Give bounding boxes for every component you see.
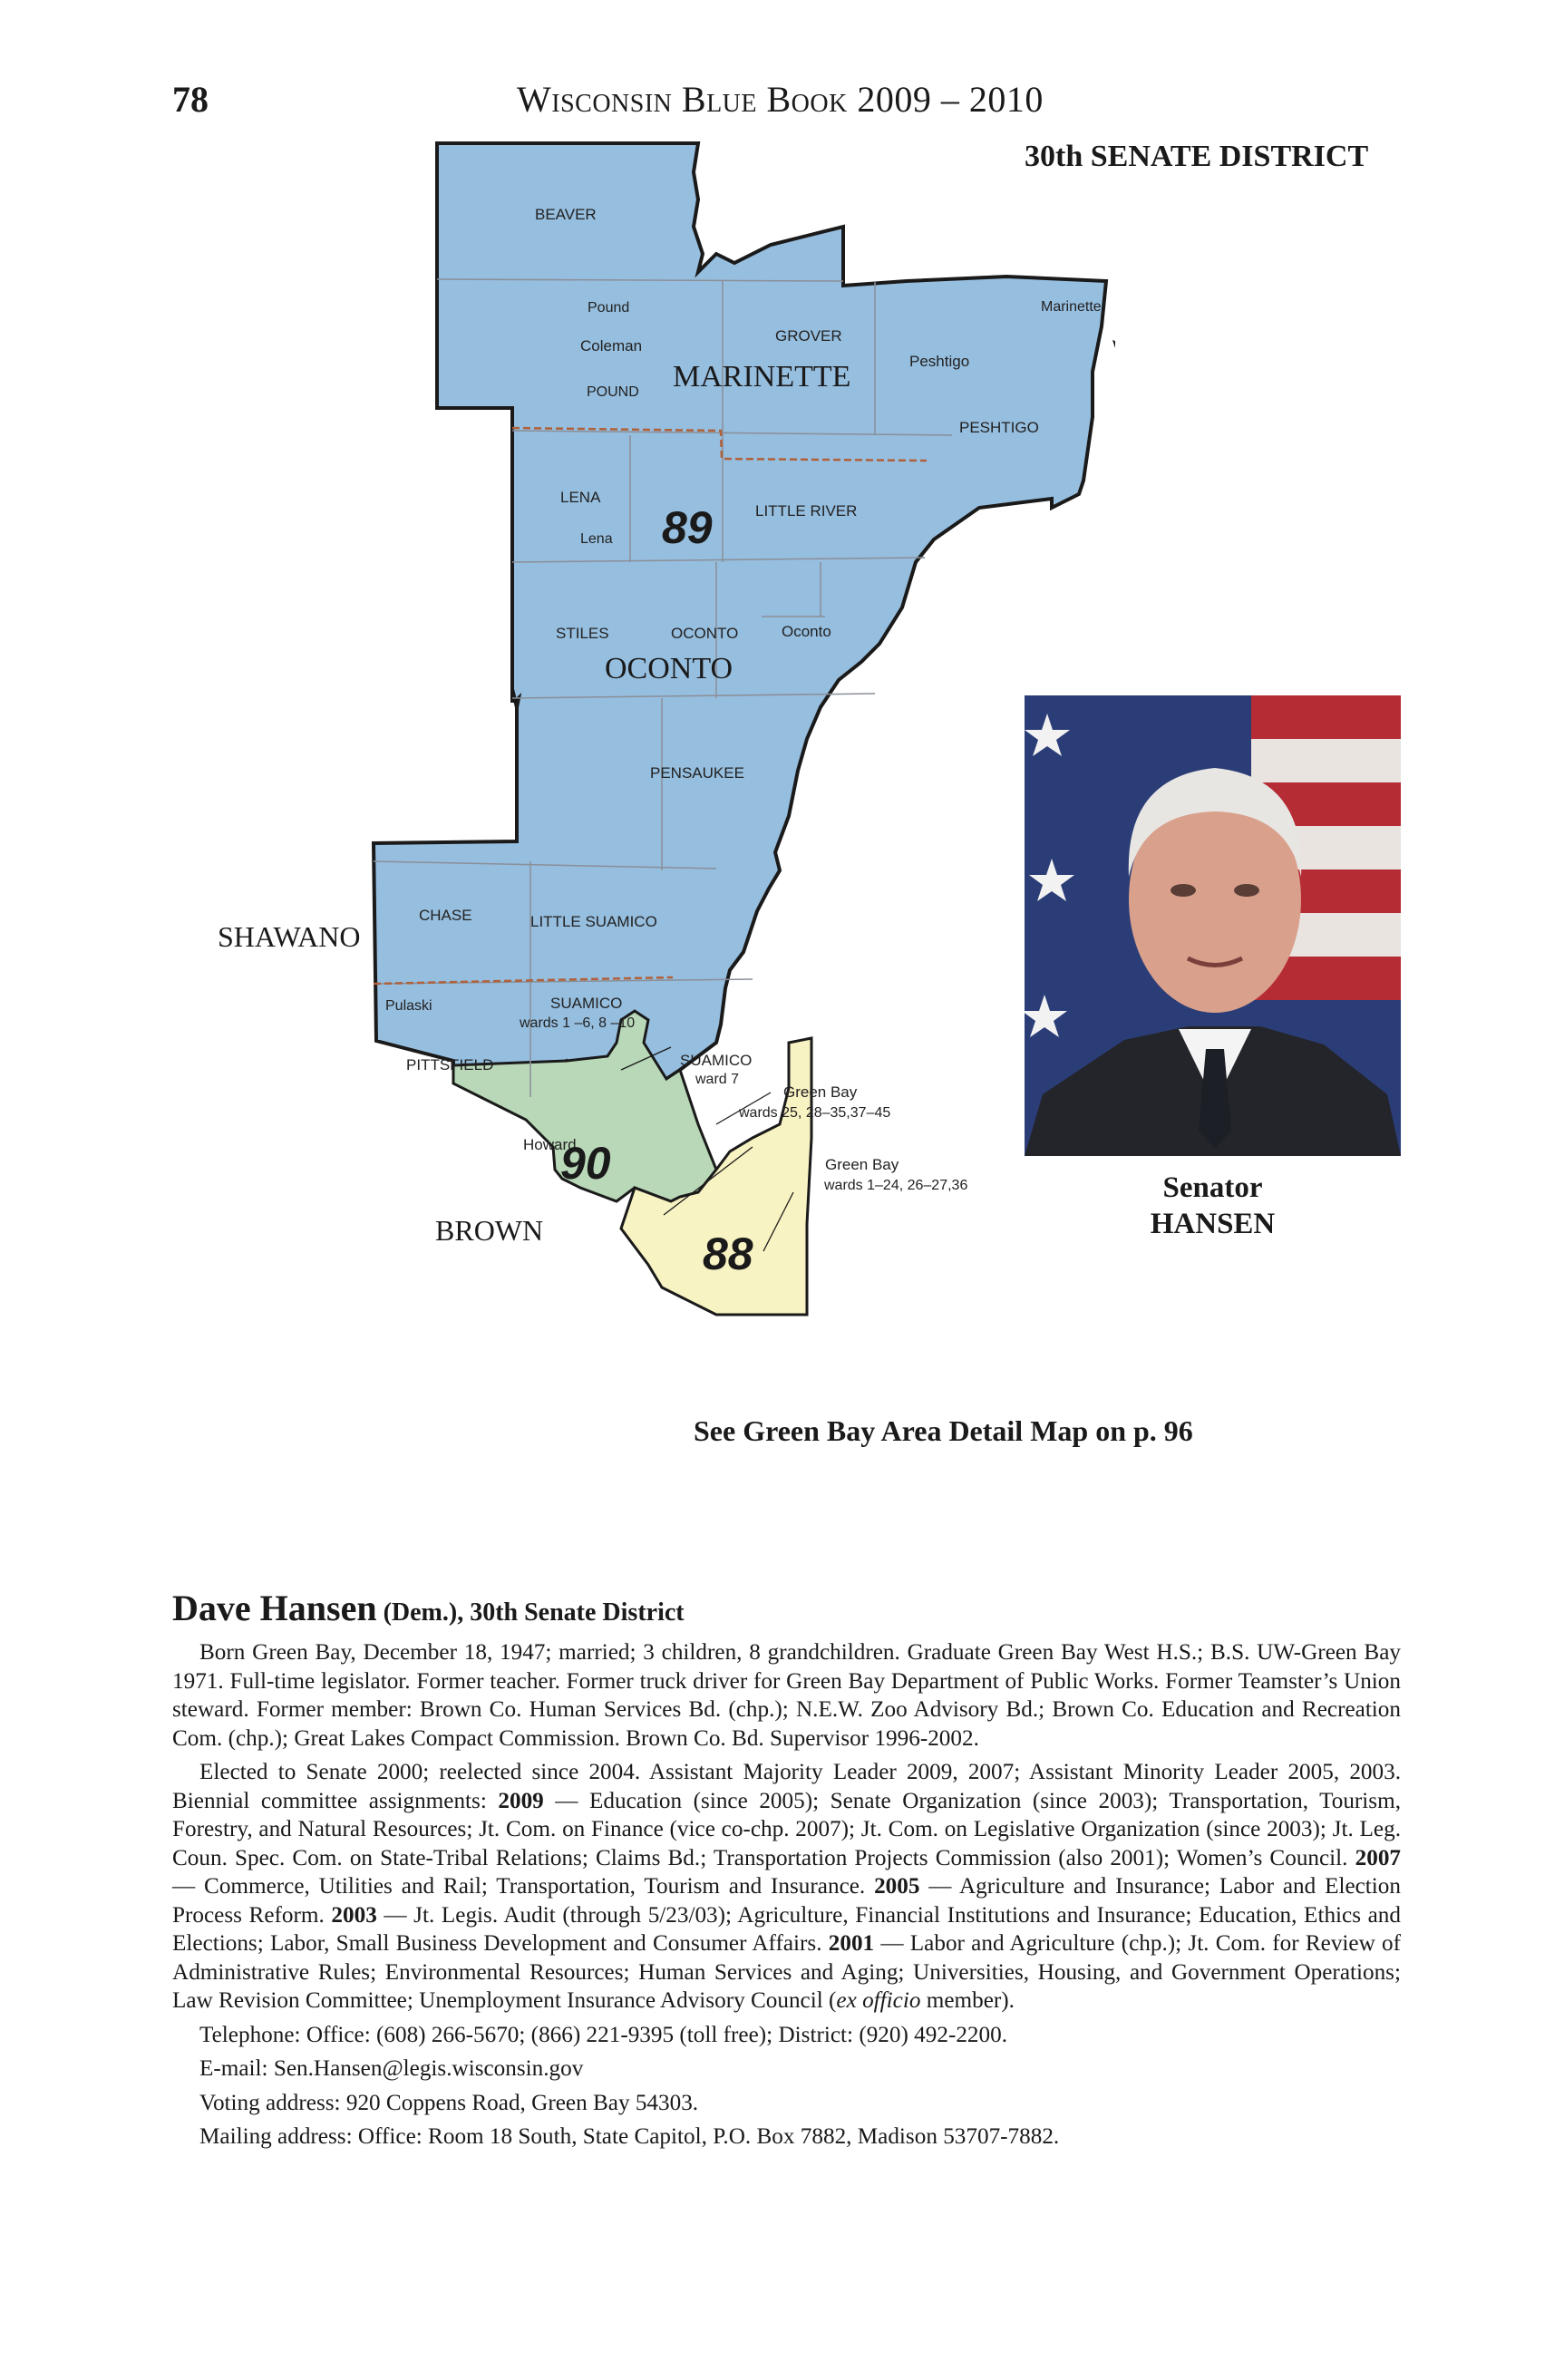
county-label: OCONTO — [605, 652, 733, 685]
map-label: PENSAUKEE — [650, 764, 744, 782]
map-label: SUAMICO — [680, 1052, 753, 1069]
ex-officio: ex officio — [836, 1988, 921, 2013]
senator-affiliation: (Dem.), 30th Senate District — [383, 1598, 685, 1627]
map-label: wards 25, 28–35,37–45 — [739, 1105, 891, 1121]
map-label: Pulaski — [385, 998, 432, 1014]
assembly-district-number: 89 — [662, 502, 713, 553]
voting-address: Voting address: 920 Coppens Road, Green Bay 54303. — [199, 2090, 699, 2115]
map-label: Lena — [580, 531, 613, 547]
map-label: PITTSFIELD — [406, 1056, 494, 1073]
committees-2005: — Agriculture and Insurance; Labor and Election Process Reform. — [172, 1874, 1401, 1928]
running-head: Wisconsin Blue Book 2009 – 2010 — [517, 79, 1044, 120]
green-bay-shoreline-island — [1112, 340, 1115, 357]
map-label: STILES — [556, 625, 609, 642]
map-label: wards 1 –6, 8 –10 — [520, 1015, 636, 1031]
year-2003: 2003 — [331, 1902, 377, 1928]
committees-2009: — Education (since 2005); Senate Organization (since 2003); Transportation, Tourism, Forestry, and Natural Resources; Jt. Com. on Finance (vice co-chp. 2007); Jt. Com. on Legislative Organization (since 2003); Jt. Leg. Coun. Spec. Com. on State-Tribal Relations; Claims Bd.; Transportation Projects Commission (also 2001); Women’s Council. — [172, 1788, 1401, 1870]
senator-photo — [1025, 695, 1401, 1156]
map-label: Pound — [588, 300, 630, 316]
year-2007: 2007 — [1355, 1845, 1401, 1870]
see-detail-note: See Green Bay Area Detail Map on p. 96 — [694, 1414, 1193, 1447]
service-intro: Elected to Senate 2000; reelected since 2004. Assistant Majority Leader 2009, 2007; Assistant Minority Leader 2005, 2003. Biennial committee assignments: — [172, 1760, 1401, 1813]
committees-2001: — Labor and Agriculture (chp.); Jt. Com. for Review of Administrative Rules; Environmental Resources; Human Services and Aging; Universities, Housing, and Government Operations; Law Revision Committee; Unemployment Insurance Advisory Council ( — [172, 1931, 1401, 2013]
map-label: GROVER — [775, 327, 842, 345]
page-number: 78 — [172, 79, 209, 120]
county-label: BROWN — [435, 1214, 544, 1247]
county-label: MARINETTE — [673, 360, 851, 393]
map-label: LENA — [560, 489, 601, 506]
email: E-mail: Sen.Hansen@legis.wisconsin.gov — [199, 2056, 584, 2081]
biography — [172, 1587, 1401, 2157]
map-label: OCONTO — [671, 625, 739, 642]
map-label: Coleman — [580, 337, 643, 355]
district-map — [209, 136, 1115, 1351]
map-label: Green Bay — [825, 1156, 899, 1173]
photo-caption — [1025, 1170, 1401, 1242]
map-label: PESHTIGO — [959, 419, 1039, 436]
map-label: Oconto — [782, 623, 831, 640]
bio-paragraph-background: Born Green Bay, December 18, 1947; married; 3 children, 8 grandchildren. Graduate Green Bay West H.S.; B.S. UW-Green Bay 1971. Full-time legislator. Former teacher. Former truck driver for Green Bay Department of Public Works. Former Teamster’s Union steward. Former member: Brown Co. Human Services Bd. (chp.); N.E.W. Zoo Advisory Bd.; Brown Co. Education and Recreation Com. (chp.); Great Lakes Compact Commission. Brown Co. Bd. Supervisor 1996-2002. — [172, 1640, 1401, 1751]
map-label: Howard — [523, 1136, 577, 1153]
mailing-address: Mailing address: Office: Room 18 South, State Capitol, P.O. Box 7882, Madison 53707-7882. — [199, 2124, 1060, 2149]
year-2001: 2001 — [828, 1931, 875, 1956]
year-2009: 2009 — [498, 1788, 544, 1813]
map-label: CHASE — [419, 907, 472, 924]
bio-paragraph-service — [172, 1758, 1401, 2016]
map-label: BEAVER — [535, 206, 597, 223]
map-label: wards 1–24, 26–27,36 — [824, 1178, 968, 1193]
year-2005: 2005 — [874, 1874, 920, 1899]
senator-name: Dave Hansen — [172, 1588, 377, 1628]
committees-2003: — Jt. Legis. Audit (through 5/23/03); Agriculture, Financial Institutions and Insurance; Education, Ethics and Elections; Labor, Small Business Development and Consumer Affairs. — [172, 1902, 1401, 1956]
map-label: SUAMICO — [550, 995, 623, 1012]
assembly-district-number: 90 — [560, 1138, 611, 1189]
assembly-district-number: 88 — [703, 1229, 753, 1279]
caption-title: Senator — [1162, 1171, 1263, 1204]
map-label: LITTLE RIVER — [755, 502, 858, 520]
map-label: POUND — [587, 384, 639, 400]
county-label: SHAWANO — [218, 920, 361, 953]
map-label: Green Bay — [783, 1083, 858, 1101]
district-89-area — [374, 143, 1106, 1083]
district-title: 30th SENATE DISTRICT — [1025, 140, 1369, 173]
service-end: member). — [920, 1988, 1015, 2013]
committees-2007: — Commerce, Utilities and Rail; Transportation, Tourism and Insurance. — [172, 1874, 875, 1899]
telephone: Telephone: Office: (608) 266-5670; (866) 221-9395 (toll free); District: (920) 492-2200. — [199, 2022, 1008, 2047]
map-label: Peshtigo — [909, 353, 970, 370]
bio-heading — [172, 1587, 1401, 1629]
map-label: LITTLE SUAMICO — [530, 913, 657, 930]
map-label: Marinette — [1041, 299, 1102, 315]
map-label: ward 7 — [695, 1072, 740, 1087]
caption-name: HANSEN — [1150, 1208, 1276, 1240]
